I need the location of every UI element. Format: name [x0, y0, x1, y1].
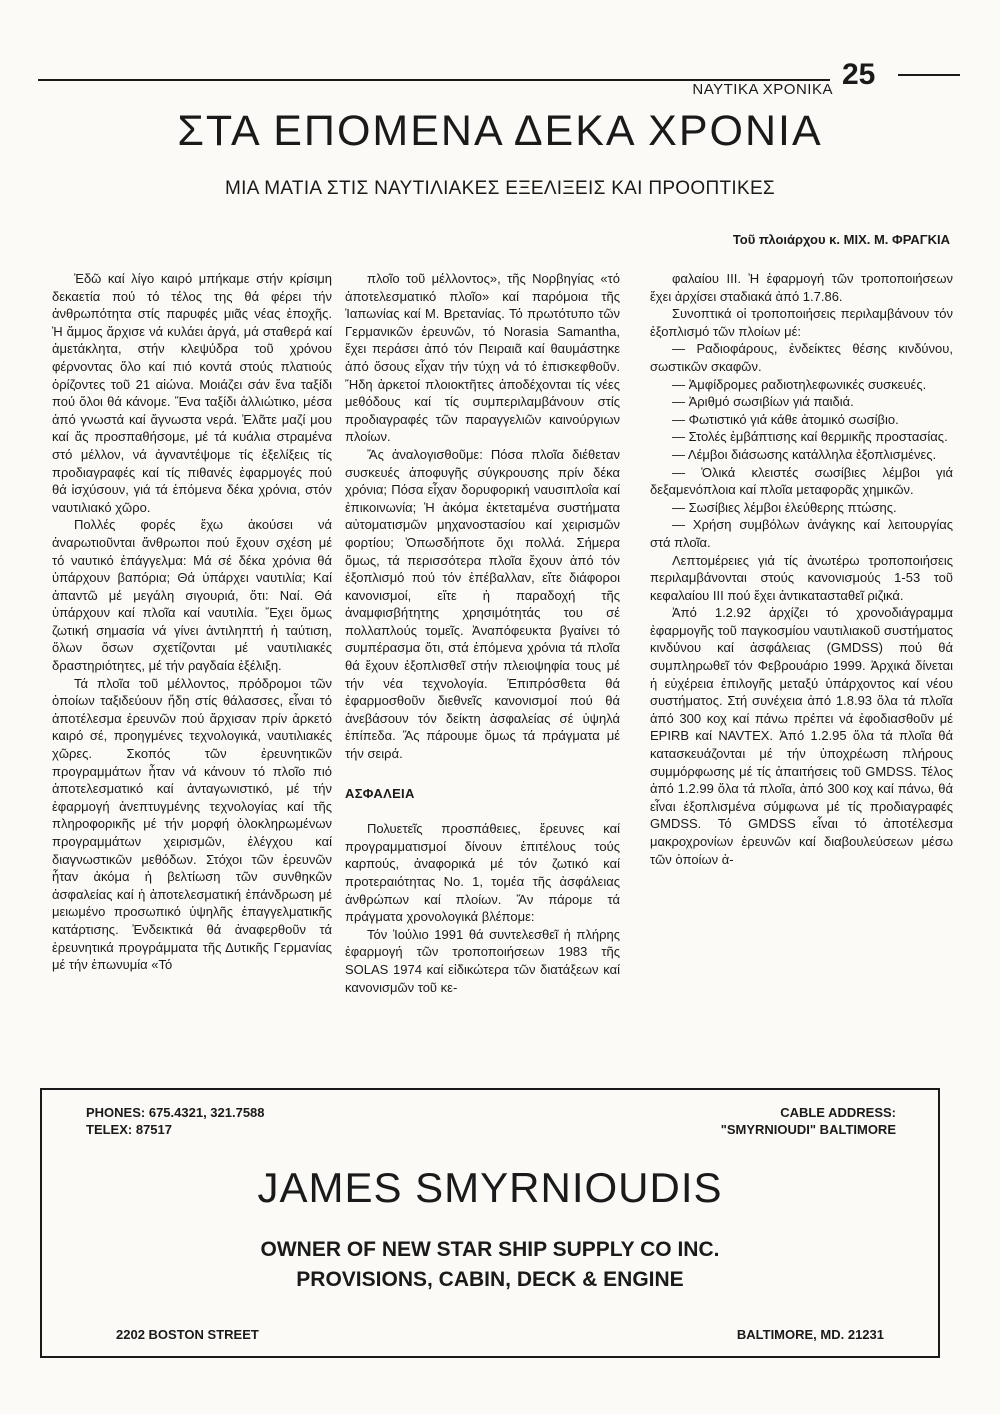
ad-cable-address: "SMYRNIOUDI" BALTIMORE: [720, 1122, 896, 1137]
ad-city-address: BALTIMORE, MD. 21231: [736, 1327, 884, 1342]
list-item: — Χρήση συμβόλων ἀνάγκης καί λειτουργίας στά πλοῖα.: [650, 517, 953, 550]
paragraph: Πολλές φορές ἔχω ἀκούσει νά ἀναρωτιοῦνται ἄνθρωποι πού ἔχουν σχέση μέ τό ναυτικό ἐπάγγελμα: Μά σέ δέκα χρόνια θά ὑπάρχουν βαπόρια; Θά ὑπάρχει ναυτιλία; Καί ἀπαντῶ μέ μεγάλη σιγουριά, ὅτι: Ναί. Θά ὑπάρχουν καί πλοῖα καί ναυτιλία. Ἔχει ὅμως ζωτική σημασία νά γίνει ἀντιληπτή ἡ ταύτιση, ὅλων ὅσων σχετίζονται μέ ναυτιλιακές δραστηριότητες, μέ τήν ραγδαία ἐξέλιξη.: [52, 517, 332, 674]
ad-street-address: 2202 BOSTON STREET: [116, 1327, 259, 1342]
list-item: — Φωτιστικό γιά κάθε ἀτομικό σωσίβιο.: [672, 411, 899, 427]
paragraph: Πολυετεῖς προσπάθειες, ἔρευνες καί προγραμματισμοί δίνουν ἐπιτέλους τούς καρπούς, ἀναφορικά μέ τόν ζωτικό καί προτεραιότητας No. 1, τομέα τῆς ἀσφάλειας ἀνθρώπων καί πλοίων. Ἄν πάρομε τά πράγματα χρονολογικά βλέπομε:: [345, 821, 620, 925]
paragraph: Ἄς ἀναλογισθοῦμε: Πόσα πλοῖα διέθεταν συσκευές ἀποφυγῆς σύγκρουσης πρίν δέκα χρόνια; Πόσα εἶχαν δορυφορική ναυσιπλοΐα καί ἐπικοινωνία; Ἡ ἀκόμα ἐκτεταμένα συστήματα αὐτοματισμῶν μηχανοστασίου καί χειρισμῶν φορτίου; Ὁπωσδήποτε ὄχι πολλά. Σήμερα ὅμως, τά περισσότερα πλοῖα ἔχουν ἀπό τόν ἐξοπλισμό πού τόν ἐπέβαλλαν, εἴτε διάφοροι κανονισμοί, εἴτε ἡ παραδοχή τῆς ἀναμφισβήτητης χρησιμότητάς του σέ πολλαπλούς τομεῖς. Ἀναπόφευκτα βγαίνει τό συμπέρασμα ὅτι, στά ἑπόμενα χρόνια τά πλοῖα θά ἔχουν ἐξοπλισθεῖ στήν πλειοψηφία τους μέ τήν νέα τεχνολογία. Ἐπιπρόσθετα θά ἐφαρμοσθοῦν διεθνεῖς κανονισμοί πού θά ἀνεβάσουν τόν δείκτη ἀσφαλείας σέ ὑψηλά ἐπίπεδα. Ἄς πάρουμε ὅμως τά πράγματα μέ τήν σειρά.: [345, 446, 620, 762]
ad-company-name: JAMES SMYRNIOUDIS: [257, 1164, 723, 1211]
list-item: — Ὁλικά κλειστές σωσίβιες λέμβοι γιά δεξαμενόπλοια καί πλοῖα μεταφορᾶς χημικῶν.: [650, 464, 953, 498]
list-item: — Στολές ἐμβάπτισης καί θερμικῆς προστασίας.: [672, 429, 948, 445]
advertisement-box: [40, 1088, 940, 1358]
section-label: ΝΑΥΤΙΚΑ ΧΡΟΝΙΚΑ: [692, 81, 833, 98]
ad-cable-label: CABLE ADDRESS:: [780, 1105, 896, 1120]
list-item: — Ἀμφίδρομες ραδιοτηλεφωνικές συσκευές.: [672, 376, 927, 392]
article-byline: Τοῦ πλοιάρχου κ. ΜΙΧ. Μ. ΦΡΑΓΚΙΑ: [732, 232, 950, 247]
article-subtitle: ΜΙΑ ΜΑΤΙΑ ΣΤΙΣ ΝΑΥΤΙΛΙΑΚΕΣ ΕΞΕΛΙΞΕΙΣ ΚΑΙ ΠΡΟΟΠΤΙΚΕΣ: [225, 178, 775, 199]
ad-services-line: PROVISIONS, CABIN, DECK & ENGINE: [296, 1268, 684, 1291]
article-title: ΣΤΑ ΕΠΟΜΕΝΑ ΔΕΚΑ ΧΡΟΝΙΑ: [177, 107, 823, 155]
paragraph: Τά πλοῖα τοῦ μέλλοντος, πρόδρομοι τῶν ὁποίων ταξιδεύουν ἤδη στίς θάλασσες, εἶναι τό ἀποτέλεσμα ἐρευνῶν πού ἄρχισαν πρίν ἀρκετό καιρό σέ, προηγμένες τεχνολογικά, ναυτιλιακές χῶρες. Σκοπός τῶν ἐρευνητικῶν προγραμμάτων ἦταν νά κάνουν τό πλοῖο πιό ἀποτελεσματικό καί ἀνταγωνιστικό, μέ τήν ἐφαρμογή ἀνεπτυγμένης τεχνολογίας καί τῆς πληροφορικῆς μέ τήν μορφή ὁλοκληρωμένων προγραμμάτων χειρισμῶν, ἐλέγχου καί διαγνωστικῶν μεθόδων. Στόχοι τῶν ἐρευνῶν ἦταν ἀκόμα ἡ βελτίωση τῶν συνθηκῶν ἀσφαλείας καί ἡ ἀποτελεσματική ἐπάνδρωση μέ μειωμένο προσωπικό ὑψηλῆς ἐπαγγελματικῆς κατάρτισης. Ἐνδεικτικά θά ἀναφερθοῦν τά ἐρευνητικά προγράμματα τῆς Δυτικῆς Γερμανίας μέ τήν ἐπωνυμία «Τό: [52, 675, 332, 973]
article-column-2: [345, 270, 620, 1085]
ad-telex: TELEX: 87517: [86, 1122, 172, 1137]
ad-contact-info: [86, 1104, 265, 1138]
paragraph: φαλαίου ΙΙΙ. Ἡ ἐφαρμογή τῶν τροποποιήσεων ἔχει ἀρχίσει σταδιακά ἀπό 1.7.86.: [650, 271, 953, 304]
header-rule-right: [898, 74, 960, 76]
list-item: — Ἀριθμό σωσιβίων γιά παιδιά.: [672, 394, 854, 410]
list-item: — Λέμβοι διάσωσης κατάλληλα ἐξοπλισμένες.: [672, 446, 937, 462]
list-item: — Σωσίβιες λέμβοι ἐλεύθερης πτώσης.: [672, 499, 897, 515]
list-item: — Ραδιοφάρους, ἐνδείκτες θέσης κινδύνου, σωστικῶν σκαφῶν.: [650, 341, 953, 374]
paragraph: Ἀπό 1.2.92 ἀρχίζει τό χρονοδιάγραμμα ἐφαρμογῆς τοῦ παγκοσμίου ναυτιλιακοῦ συστήματος κινδύνου καί ἀσφάλειας (GMDSS) πού θά συμπληρωθεῖ τόν Φεβρουάριο 1999. Ἀρχικά δίνεται ἡ εὐχέρεια ἐπιλογῆς μεταξύ ὑπάρχοντος καί νέου συστήματος. Στή συνέχεια ἀπό 1.8.93 ὅλα τά πλοῖα ἀπό 300 κοχ καί πάνω πρέπει νά ἐφοδιασθοῦν μέ EPIRB καί NAVTEX. Ἀπό 1.2.95 ὅλα τά πλοῖα θά κατασκευάζονται μέ τήν ὑποχρέωση πλήρους συμμόρφωσης μέ τίς ἀπαιτήσεις τοῦ GMDSS. Τέλος ἀπό 1.2.99 ὅλα τά πλοῖα, ἀπό 300 κοχ καί πάνω, θά εἶναι ἐξοπλισμένα σύμφωνα μέ τίς προδιαγραφές GMDSS. Τό GMDSS εἶναι τό ἀποτέλεσμα μακροχρονίων ἐρευνῶν καί διαβουλεύσεων μέσω τῶν ὁποίων ἀ-: [650, 605, 953, 867]
page-number: 25: [842, 58, 876, 91]
ad-owner-line: OWNER OF NEW STAR SHIP SUPPLY CO INC.: [260, 1238, 720, 1261]
paragraph: Τόν Ἰούλιο 1991 θά συντελεσθεῖ ἡ πλήρης ἐφαρμογή τῶν τροποποιήσεων 1983 τῆς SOLAS 1974 καί εἰδικώτερα τῶν διατάξεων καί κανονισμῶν τοῦ κε-: [345, 926, 620, 995]
article-column-1: [52, 270, 332, 1085]
paragraph: πλοῖο τοῦ μέλλοντος», τῆς Νορβηγίας «τό ἀποτελεσματικό πλοῖο» καί παρόμοια τῆς Ἰαπωνίας καί Μ. Βρετανίας. Τό πρωτότυπο τῶν Γερμανικῶν ἐρευνῶν, τό Norasia Samantha, ἔχει περάσει ἀπό τόν Πειραιᾶ καί θαυμάστηκε ἀπό ὅσους εἶχαν τήν τύχη νά τό ἐπισκεφθοῦν. Ἤδη ἀρκετοί πλοιοκτῆτες ἀποδέχονται τίς νέες μεθόδους καί τίς συμπεριλαμβάνουν στίς προδιαγραφές τῶν παραγγελιῶν καινούργιων πλοίων.: [345, 271, 620, 445]
article-column-3: [650, 270, 953, 1085]
section-heading: ΑΣΦΑΛΕΙΑ: [345, 785, 415, 801]
paragraph: Λεπτομέρειες γιά τίς ἀνωτέρω τροποποιήσεις περιλαμβάνονται στούς κανονισμούς 1-53 τοῦ κεφαλαίου ΙΙΙ πού ἔχει ἀντικατασταθεῖ ριζικά.: [650, 552, 953, 603]
ad-cable-info: [721, 1104, 896, 1138]
ad-phones: PHONES: 675.4321, 321.7588: [86, 1105, 265, 1120]
paragraph: Συνοπτικά οἱ τροποποιήσεις περιλαμβάνουν τόν ἐξοπλισμό τῶν πλοίων μέ:: [650, 306, 953, 339]
paragraph: Ἐδῶ καί λίγο καιρό μπήκαμε στήν κρίσιμη δεκαετία πού τό τέλος της θά φέρει τήν ἀνθρωπότητα στίς παρυφές μιᾶς νέας ἐποχῆς. Ἡ ἄμμος ἄρχισε νά κυλάει ἀργά, μά σταθερά καί ἀμετάκλητα, στήν κλεψύδρα τοῦ χρόνου φέρνοντας ὅλο καί πιό κοντά στούς πλατιούς ὁρίζοντες τοῦ 21 αἰώνα. Μοιάζει σάν ἕνα ταξίδι πού ὅλοι θά κάνομε. Ἕνα ταξίδι ἀλλιώτικο, μέσα ἀπό γνωστά καί ἄγνωστα νερά. Ἐλᾶτε μαζί μου καί ἄς προσπαθήσομε, μέ τά κυάλια στραμένα στό μέλλον, νά ἀγναντέψομε τίς ἐξελίξεις τίς προδιαγραφές καί τίς πιθανές ἐφαρμογές πού θά ἰσχύσουν, γιά τά ἑπόμενα δέκα χρόνια, στόν ναυτιλιακό χῶρο.: [52, 271, 332, 515]
